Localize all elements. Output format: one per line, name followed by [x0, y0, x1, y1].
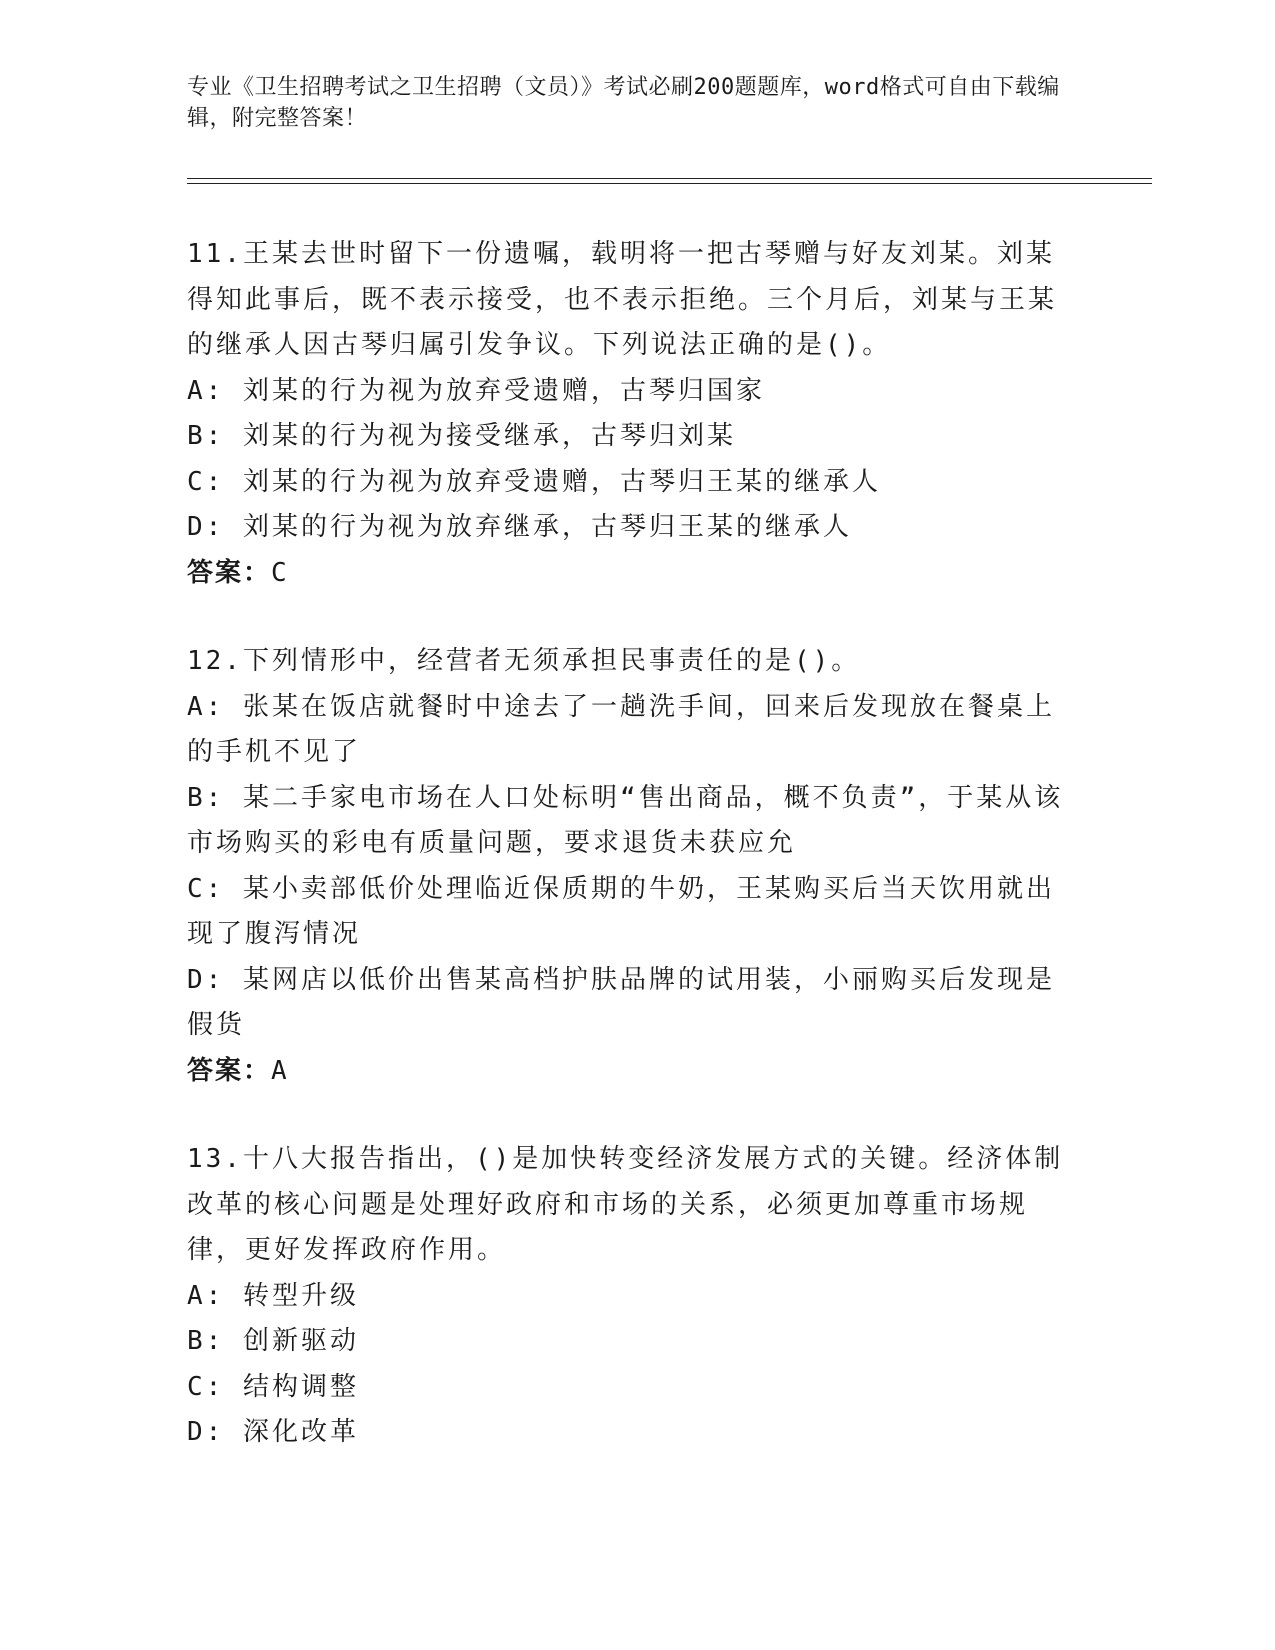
option-b: B: 创新驱动	[187, 1326, 359, 1356]
option-d: D: 某网店以低价出售某高档护肤品牌的试用装，小丽购买后发现是假货	[187, 964, 1055, 1040]
document-header: 专业《卫生招聘考试之卫生招聘（文员）》考试必刷200题题库，word格式可自由下载编辑，附完整答案！	[187, 75, 1060, 131]
header-divider-top	[187, 178, 1152, 179]
answer-line	[187, 551, 1067, 597]
header-divider-bottom	[187, 183, 1152, 184]
option-d: D: 深化改革	[187, 1417, 359, 1447]
option-d: D: 刘某的行为视为放弃继承，古琴归王某的继承人	[187, 512, 852, 542]
question-11	[187, 232, 1067, 596]
option-a: A: 张某在饭店就餐时中途去了一趟洗手间，回来后发现放在餐桌上的手机不见了	[187, 691, 1055, 767]
question-13	[187, 1137, 1067, 1456]
answer-value: C	[271, 557, 288, 588]
question-12	[187, 639, 1067, 1094]
answer-label: 答案：	[187, 557, 272, 588]
question-list	[187, 232, 1067, 1499]
question-text: 11.王某去世时留下一份遗嘱，载明将一把古琴赠与好友刘某。刘某得知此事后，既不表示接受，也不表示拒绝。三个月后，刘某与王某的继承人因古琴归属引发争议。下列说法正确的是()。	[187, 239, 1058, 360]
answer-value: A	[271, 1055, 288, 1086]
answer-label: 答案：	[187, 1055, 272, 1086]
option-c: C: 结构调整	[187, 1371, 359, 1402]
question-text: 13.十八大报告指出，()是加快转变经济发展方式的关键。经济体制改革的核心问题是处理好政府和市场的关系，必须更加尊重市场规律，更好发挥政府作用。	[187, 1144, 1064, 1265]
option-a: A: 转型升级	[187, 1280, 359, 1311]
option-c: C: 某小卖部低价处理临近保质期的牛奶，王某购买后当天饮用就出现了腹泻情况	[187, 873, 1055, 949]
option-a: A: 刘某的行为视为放弃受遗赠，古琴归国家	[187, 375, 765, 406]
option-b: B: 刘某的行为视为接受继承，古琴归刘某	[187, 421, 736, 451]
question-text: 12.下列情形中，经营者无须承担民事责任的是()。	[187, 646, 861, 676]
option-c: C: 刘某的行为视为放弃受遗赠，古琴归王某的继承人	[187, 466, 881, 497]
answer-line	[187, 1049, 1067, 1095]
option-b: B: 某二手家电市场在人口处标明“售出商品，概不负责”，于某从该市场购买的彩电有质量问题，要求退货未获应允	[187, 782, 1064, 858]
